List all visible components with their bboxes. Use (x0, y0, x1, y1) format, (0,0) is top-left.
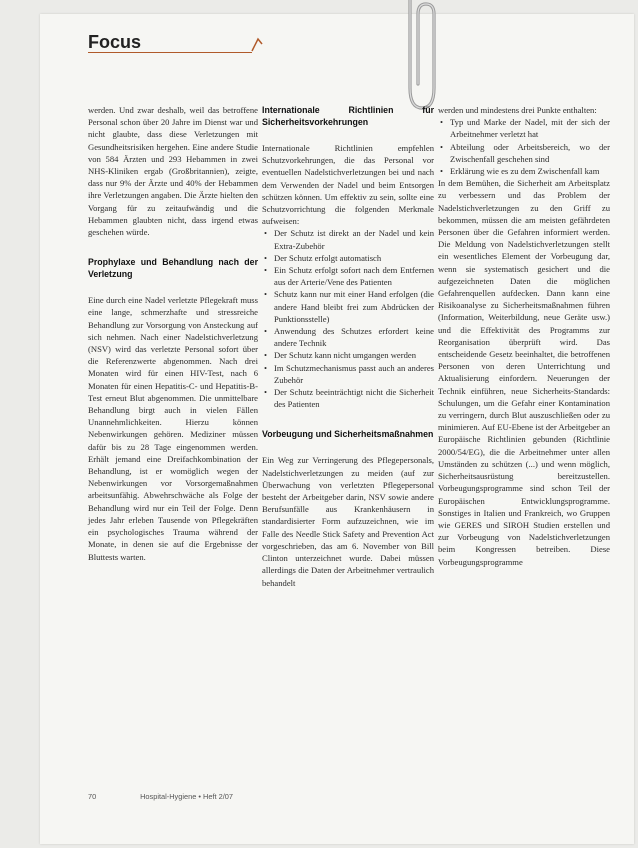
list-item: • Der Schutz beeinträchtigt nicht die Sicherheit des Patienten (274, 386, 434, 410)
list-item: • Anwendung des Schutzes erfordert keine andere Technik (274, 325, 434, 349)
list-item: • Ein Schutz erfolgt sofort nach dem Entfernen aus der Arterie/Vene des Patienten (274, 264, 434, 288)
paperclip-icon (392, 0, 440, 120)
list-item: • Abteilung oder Arbeitsbereich, wo der Zwischenfall geschehen sind (450, 141, 610, 165)
list-item: • Der Schutz ist direkt an der Nadel und kein Extra-Zubehör (274, 227, 434, 251)
list-item: • Der Schutz erfolgt automatisch (274, 252, 434, 264)
richtlinien-list (262, 227, 434, 410)
page-footer (88, 792, 288, 801)
heading-prophylaxe: Prophylaxe und Behandlung nach der Verletzung (88, 257, 258, 280)
section-title: Focus (88, 32, 142, 52)
vorbeugung-paragraph: Ein Weg zur Verringerung des Pflegepersonals, Nadelstichverletzungen zu meiden (auf zur Überwachung von verletzten Pflegepersonal besteht der Arbeitgeber darin, NSV sowie andere Berufsunfälle aus Krankenhäusern in standardisierter Form aufzuzeichnen, wie im Falle des Needle Stick Safety and Prevention Act vorgeschrieben, das am 6. November von Bill Clinton unterzeichnet wurde. Dabei müssen allerdings die Daten der Arbeitnehmer vertraulich behandelt (262, 455, 434, 588)
column-2 (262, 104, 434, 589)
lead-paragraph: werden und mindestens drei Punkte enthalten: (438, 105, 597, 115)
journal-reference: Hospital-Hygiene • Heft 2/07 (140, 792, 234, 801)
heading-richtlinien: Internationale Richtlinien für Sicherheitsvorkehrungen (262, 105, 434, 127)
main-paragraph: In dem Bemühen, die Sicherheit am Arbeitsplatz zu verbessern und das Problem der Nadelstichverletzungen zu den Griff zu bekommen, müssen die am meisten gefährdeten Personen über die Gefahren informiert werden. Die Meldung von Nadelstichverletzungen stellt ein wesentliches Element der Vorbeugung dar, wenn sie systematisch gesichert und die aufgezeichneten Daten die möglichen Gefahrenquellen aufdecken. Dann kann eine Risikoanalyse zu Sicherheitsmaßnahmen führen (Information, Weiterbildung, neue Geräte usw.) und die Effektivität des Programms zur Reorganisation überprüft wird. Das entscheidende Gesetz beeinhaltet, die betroffenen Personen von deren Unterrichtung und Aktualisierung einfordern. Neuerungen der Technik einführen, neue Sicherheits-Standards: Schulungen, um die Gefahr einer Kontamination zu verringern, durch Blut auszuschließen oder zu minimieren. Auf EU-Ebene ist der Arbeitgeber an Europäische Richtlinien gebunden (Richtlinie 2000/54/EG), die die Arbeitnehmer unter allen Umständen zu schützen (...) und wenn möglich, Sicherheitsausrüstung bereitzustellen. Vorbeugungsprogramme sind schon Teil der Europäischen Entwicklungsprogramme. Sonstiges in Italien und Frankreich, wo Gruppen wie GERES und SIROH Studien erstellen und zur Vorbeugung von Nadelstichverletzungen beim Kongressen betreiben. Diese Vorbeugungsprogramme (438, 178, 610, 567)
column-1 (88, 104, 258, 563)
heading-vorbeugung: Vorbeugung und Sicherheitsmaßnahmen (262, 429, 434, 440)
page-number: 70 (88, 792, 97, 801)
list-item: • Der Schutz kann nicht umgangen werden (274, 349, 434, 361)
intro-paragraph: werden. Und zwar deshalb, weil das betroffene Personal schon über 20 Jahre im Dienst war und nicht glaubte, dass diese Verletzungen mit Gesundheitsrisiken hergehen. Eine andere Studie von 584 Ärzten und 293 Hebammen in zwei NHS-Kliniken ergab (Großbritannien), zeigte, dass nur 9% der Ärzte und 40% der Hebammen ihre Verletzungen angaben. Die Ärzte hielten den Vorgang für zu zeitaufwändig und die Hebammen glaubten nicht, dass irgend etwas geschehen würde. (88, 105, 258, 238)
list-item: • Im Schutzmechanismus passt auch an anderes Zubehör (274, 362, 434, 386)
list-item: • Schutz kann nur mit einer Hand erfolgen (die andere Hand bleibt frei zum Abdrücken der Punktionsstelle) (274, 288, 434, 325)
list-item: • Erklärung wie es zu dem Zwischenfall kam (450, 165, 610, 177)
column-3 (438, 104, 610, 568)
header-arrow-icon (250, 36, 264, 52)
header-rule (88, 52, 252, 53)
lead-list (438, 116, 610, 177)
richtlinien-paragraph: Internationale Richtlinien empfehlen Schutzvorkehrungen, die das Personal vor eventuellen Nadelstichverletzungen bei und nach dem Verwenden der Nadel und beim Entsorgen schützen können. Um effektiv zu sein, sollte eine Schutzvorrichtung die folgenden Merkmale aufweisen: (262, 143, 434, 227)
prophylaxe-paragraph: Eine durch eine Nadel verletzte Pflegekraft muss eine lange, schmerzhafte und stressreiche Behandlung zur Vorsorgung von Ansteckung auf sich nehmen. Nach einer Nadelstichverletzung (NSV) wird das verletzte Personal sofort über die Referenzwerte abgenommen. Nach drei Monaten wird für einen HIV-Test, nach 6 Monaten für einen Hepatitis-C- und Hepatitis-B-Test erneut Blut abgenommen. Die unmittelbare Behandlung birgt auch in vielen Fällen Unannehmlichkeiten. Hierzu können Nebenwirkungen gehören. Mediziner müssen dafür bis zu 28 Tage eingenommen werden. Erhält jemand eine Dreifachkombination der Behandlung, ist er womöglich wegen der Nebenwirkungen vor Vorsorgemaßnahmen arbeitsunfähig. Abwehrschwäche als Folge der Behandlung wird nur ein Teil der Folge. Denn jedes Jahr erleben Tausende von Pflegekräften ein psychologisches Trauma während der Monate, in denen sie auf die Ergebnisse der Bluttests warten. (88, 295, 258, 562)
list-item: • Typ und Marke der Nadel, mit der sich der Arbeitnehmer verletzt hat (450, 116, 610, 140)
